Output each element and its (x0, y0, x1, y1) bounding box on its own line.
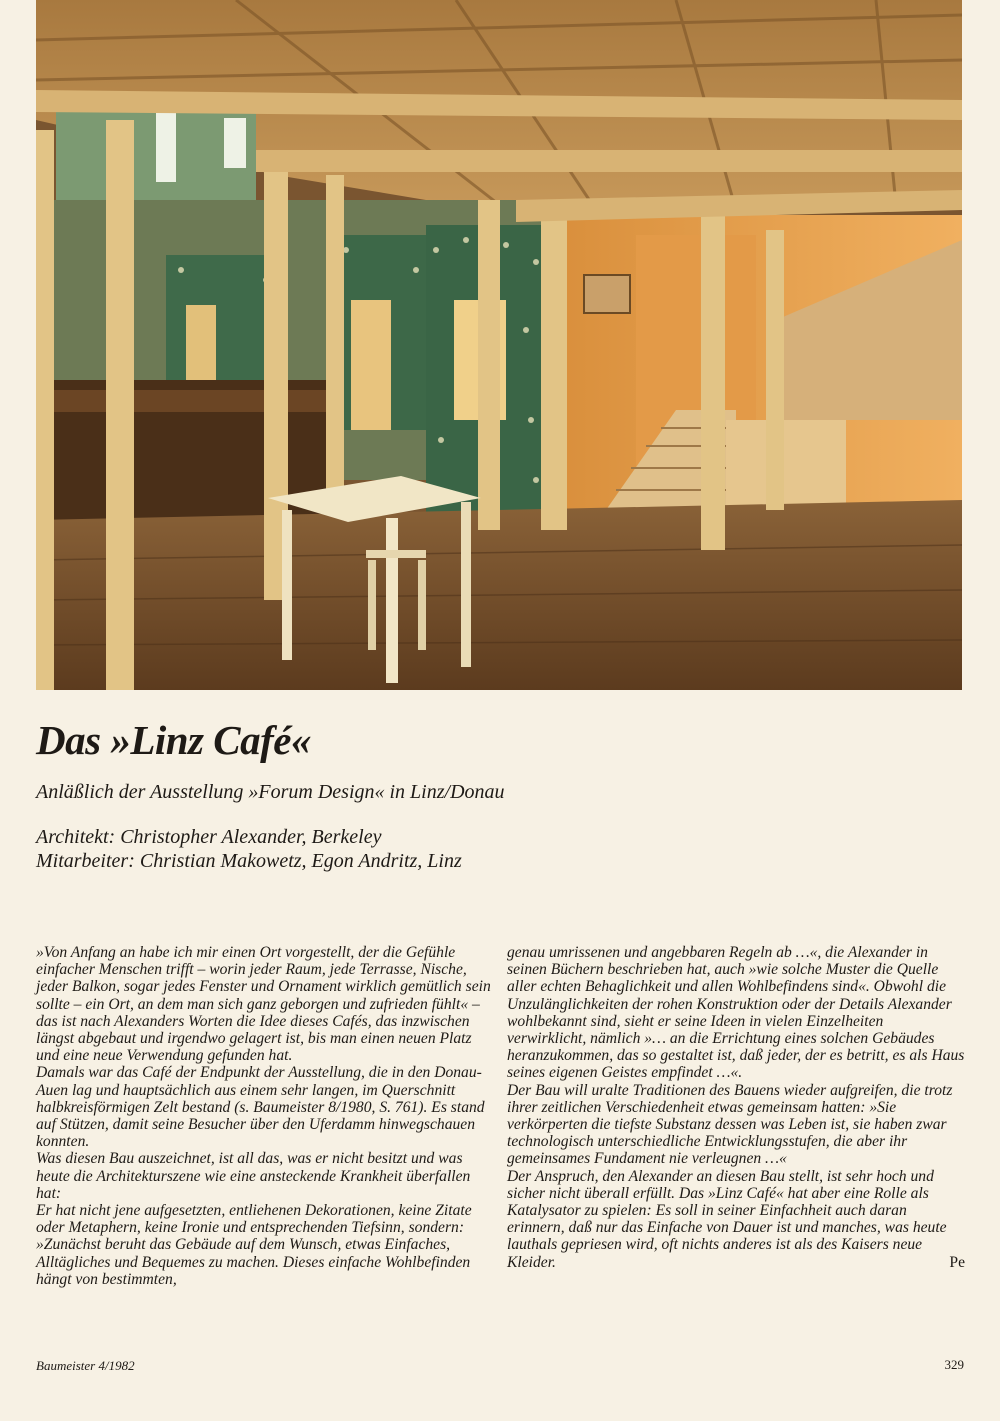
body-paragraph (507, 1168, 965, 1271)
body-column-left (36, 944, 496, 1288)
body-paragraph: Damals war das Café der Endpunkt der Ausstellung, die in den Donau-Auen lag und hauptsächlich aus einem sehr langen, im Querschnitt halbkreisförmigen Zelt bestand (s. Baumeister 8/1980, S. 761). Es stand auf Stützen, damit seine Besucher über den Uferdamm hinwegschauen konnten. (36, 1064, 485, 1151)
article-subtitle: Anläßlich der Ausstellung »Forum Design« in Linz/Donau (36, 781, 505, 803)
article-title: Das »Linz Café« (36, 717, 311, 763)
photo-illustration (36, 0, 962, 690)
body-paragraph: Was diesen Bau auszeichnet, ist all das, was er nicht besitzt und was heute die Architekturszene wie eine ansteckende Krankheit überfallen hat: (36, 1150, 471, 1202)
architect-credit: Architekt: Christopher Alexander, Berkeley (36, 826, 382, 848)
author-signature: Pe (949, 1253, 965, 1271)
body-paragraph-text: Der Anspruch, den Alexander an diesen Bau stellt, ist sehr hoch und sicher nicht überall erfüllt. Das »Linz Café« hat aber eine Rolle als Katalysator zu spielen: Es soll in seiner Einfachheit auch daran erinnern, daß nur das Einfache von Dauer ist und manches, was heute lauthals gepriesen wird, oft nichts anderes ist als des Kaisers neue Kleider. (507, 1167, 947, 1271)
journal-issue: Baumeister 4/1982 (36, 1358, 135, 1373)
body-column-right (507, 944, 965, 1271)
page-number: 329 (944, 1357, 964, 1372)
article-credits (36, 825, 462, 873)
body-paragraph: »Von Anfang an habe ich mir einen Ort vorgestellt, der die Gefühle einfacher Menschen trifft – worin jeder Raum, jede Terrasse, Nische, jeder Balkon, sogar jedes Fenster und Ornament wirklich gemütlich sein sollte – ein Ort, an dem man sich ganz geborgen und zufrieden fühlt« – das ist nach Alexanders Worten die Idee dieses Cafés, das inzwischen längst abgebaut und irgendwo gelagert ist, bis man einen neuen Platz und eine neue Verwendung gefunden hat. (36, 944, 491, 1065)
collaborators-credit: Mitarbeiter: Christian Makowetz, Egon Andritz, Linz (36, 850, 462, 872)
body-paragraph: genau umrissenen und angebbaren Regeln ab …«, die Alexander in seinen Büchern beschrieben hat, auch »wie solche Muster die Quelle aller echten Behaglichkeit und allen Wohlbefindens sind«. Obwohl die Unzulänglichkeiten der rohen Konstruktion oder der Details Alexander wohlbekannt sind, sieht er seine Ideen in vielen Einzelheiten verwirklicht, nämlich »… an die Errichtung eines solchen Gebäudes heranzukommen, das so gestaltet ist, daß jeder, der es betritt, es als Haus seines eigenen Geistes empfindet …«. (507, 944, 965, 1082)
body-paragraph: Der Bau will uralte Traditionen des Bauens wieder aufgreifen, die trotz ihrer zeitlichen Verschiedenheit etwas gemeinsam hatten: »Sie verkörperten die tiefste Substanz dessen was Leben ist, sie haben zwar technologisch unterschiedliche Entwicklungsstufen, die aber ihr gemeinsames Fundament nie verleugnen …« (507, 1081, 953, 1168)
article-photo (36, 0, 962, 690)
body-paragraph: Er hat nicht jene aufgesetzten, entliehenen Dekorationen, keine Zitate oder Metaphern, keine Ironie und entsprechenden Tiefsinn, sondern: »Zunächst beruht das Gebäude auf dem Wunsch, etwas Einfaches, Alltägliches und Bequemes zu machen. Dieses einfache Wohlbefinden hängt von bestimmten, (36, 1202, 472, 1288)
